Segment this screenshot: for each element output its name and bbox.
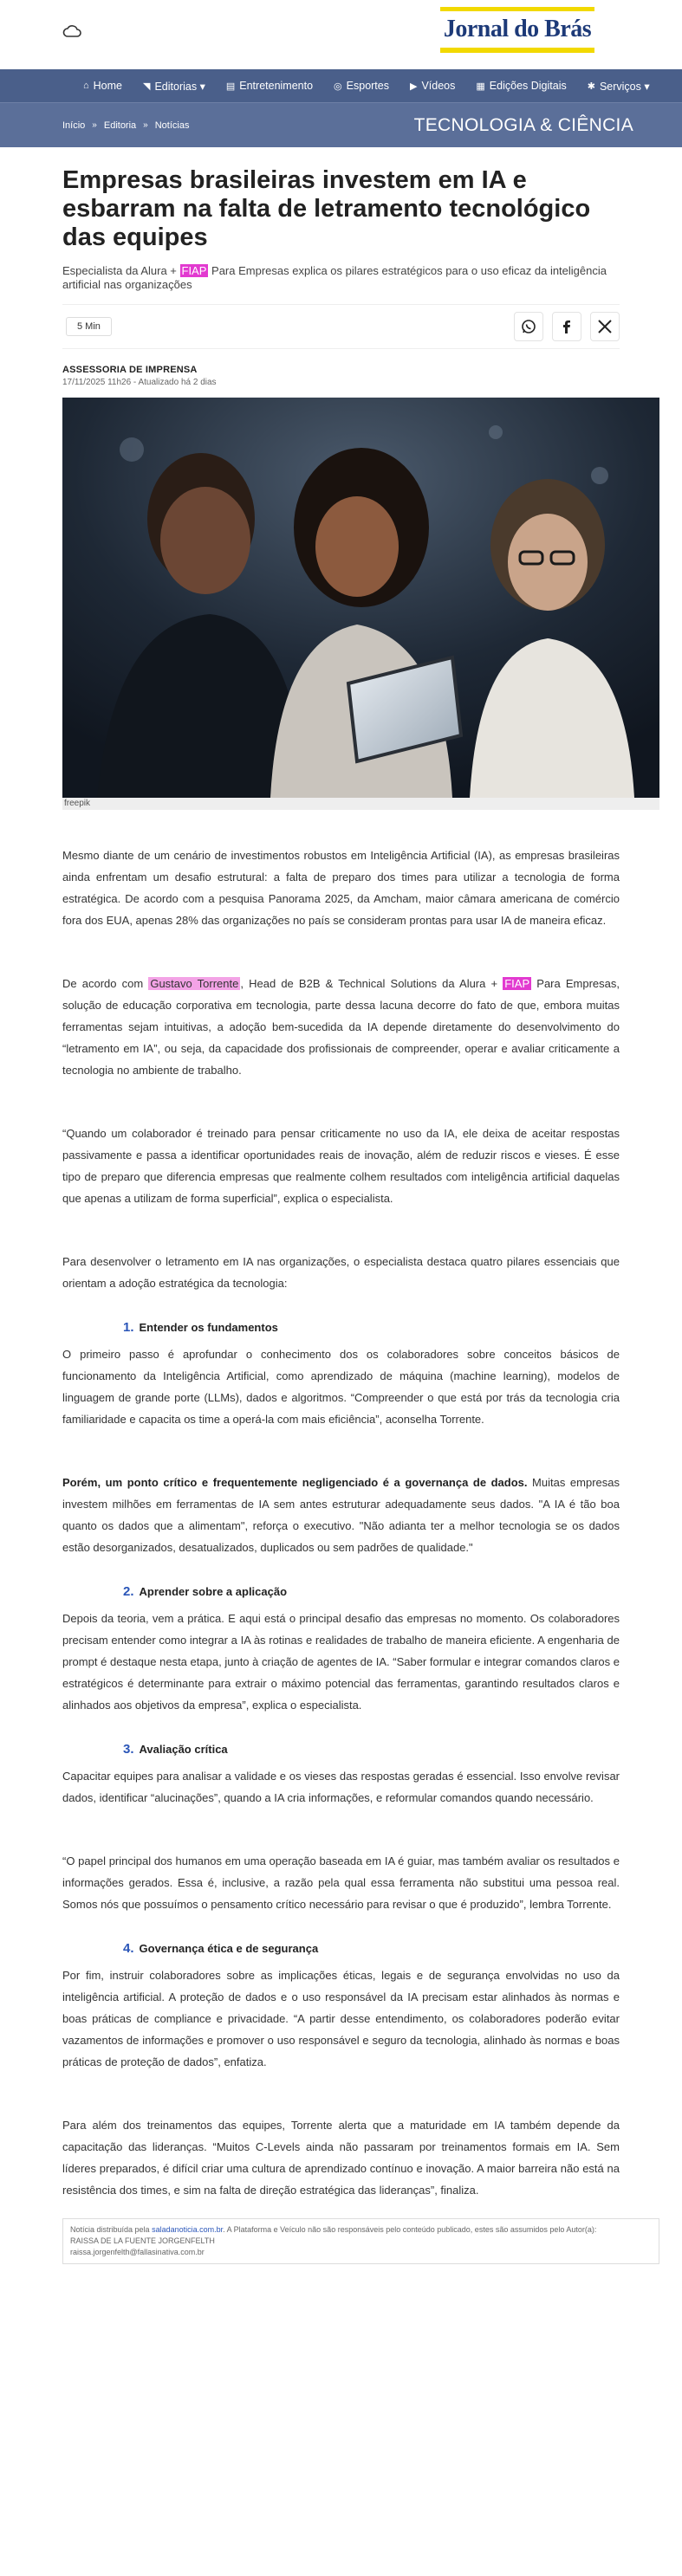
nav-esportes[interactable] bbox=[323, 80, 399, 92]
article-paragraph: “Quando um colaborador é treinado para pensar criticamente no uso da IA, ele deixa de aceitar respostas passivamente e passa a identificar oportunidades reais de inovação, além de reduzir riscos e vieses. É esse tipo de preparo que diferencia empresas que realmente colhem resultados com inteligência artificial daquelas que apenas a utilizam de forma superficial”, explica o especialista. bbox=[62, 1127, 620, 1205]
source-link[interactable]: saladanoticia.com.br bbox=[152, 2225, 224, 2234]
pillar-number: 2. bbox=[123, 1584, 134, 1599]
facebook-share-button[interactable] bbox=[552, 312, 581, 341]
bold-lead: Porém, um ponto crítico e frequentemente negligenciado é a governança de dados. bbox=[62, 1476, 528, 1489]
play-icon: ▶ bbox=[410, 81, 418, 92]
note-line bbox=[70, 2224, 652, 2236]
article-paragraph: Capacitar equipes para analisar a validade e os vieses das respostas geradas é essencial. Isso envolve revisar dados, identificar “alucinações”, quando a IA cria informações, e reformular comandos quando necessário. bbox=[62, 1770, 620, 1804]
note-text: . A Plataforma e Veículo não são responsáveis pelo conteúdo publicado, estes são assumidos pelo Autor(a): bbox=[223, 2225, 597, 2234]
article-subtitle bbox=[62, 264, 620, 292]
article-paragraph bbox=[62, 973, 620, 1081]
main-nav bbox=[0, 69, 682, 102]
note-text: Notícia distribuída pela bbox=[70, 2225, 153, 2234]
article-paragraph: O primeiro passo é aprofundar o conhecimento dos os colaboradores sobre conceitos básicos de funcionamento da Inteligência Artificial, como aprendizado de máquina (machine learning), modelos de linguagem de grande porte (LLMs), dados e algoritmos. “Compreender o que está por trás da tecnologia cria familiaridade e capacita os time a operá-la com mais eficiência”, aconselha Torrente. bbox=[62, 1348, 620, 1426]
share-buttons bbox=[514, 312, 620, 341]
nav-servicos[interactable] bbox=[577, 80, 660, 93]
logo-text: Jornal do Brás bbox=[443, 16, 592, 42]
facebook-icon bbox=[559, 319, 575, 334]
article-date: 17/11/2025 11h26 - Atualizado há 2 dias bbox=[62, 378, 217, 387]
article-paragraph: Depois da teoria, vem a prática. E aqui está o principal desafio das empresas no momento. Os colaboradores precisam entender como integrar a IA às rotinas e realidades de trabalho de maneira eficiente. A engenharia de prompt é destaque nesta etapa, junto à criação de agentes de IA. “Saber formular e integrar comandos claros e estratégicos é determinante para extrair o máximo potencial das ferramentas, garantindo resultados claros e alinhados aos objetivos da empresa”, explica o especialista. bbox=[62, 1612, 620, 1712]
photo-caption: freepik bbox=[62, 798, 659, 810]
book-icon: ▦ bbox=[476, 81, 485, 92]
subtitle-text: Especialista da Alura + bbox=[62, 264, 180, 277]
chevron-right-icon: » bbox=[92, 120, 97, 130]
article-paragraph bbox=[62, 1472, 620, 1558]
breadcrumb-inicio[interactable]: Início bbox=[62, 120, 86, 131]
x-share-button[interactable] bbox=[590, 312, 620, 341]
photo-illustration bbox=[62, 398, 659, 798]
nav-entretenimento[interactable] bbox=[216, 80, 323, 92]
subtitle-highlight: FIAP bbox=[181, 264, 207, 277]
ball-icon: ◎ bbox=[334, 81, 342, 92]
newspaper-icon: ▤ bbox=[225, 81, 236, 92]
pillar-title: Avaliação crítica bbox=[139, 1743, 228, 1756]
rss-icon: ◥ bbox=[143, 81, 151, 92]
paragraph-text: , Head de B2B & Technical Solutions da Alura + bbox=[240, 977, 503, 990]
nav-label: Vídeos bbox=[421, 80, 456, 92]
article-paragraph: Para desenvolver o letramento em IA nas organizações, o especialista destaca quatro pilares essenciais que orientam a adoção estratégica da tecnologia: bbox=[62, 1255, 620, 1290]
pillar-number: 4. bbox=[123, 1941, 134, 1956]
pillar-number: 3. bbox=[123, 1742, 134, 1757]
site-logo[interactable] bbox=[440, 7, 594, 61]
nav-label: Editorias ▾ bbox=[154, 80, 205, 93]
gear-icon: ✱ bbox=[587, 81, 595, 92]
article-paragraph: Por fim, instruir colaboradores sobre as implicações éticas, legais e de segurança envolvidas no uso da inteligência artificial. A proteção de dados e o uso responsável da IA precisam estar alinhados às normas e boas práticas de compliance e privacidade. “A partir desse entendimento, os colaboradores poderão evitar vazamentos de informações e promover o uso responsável e seguro da tecnologia, alinhado às normas e boas práticas de proteção de dados”, enfatiza. bbox=[62, 1969, 620, 2068]
nav-edicoes-digitais[interactable] bbox=[465, 80, 576, 92]
nav-label: Esportes bbox=[346, 80, 389, 92]
article-author: ASSESSORIA DE IMPRENSA bbox=[62, 365, 198, 375]
pillar-heading bbox=[123, 1941, 620, 1956]
nav-label: Serviços ▾ bbox=[599, 80, 650, 93]
nav-label: Entretenimento bbox=[239, 80, 314, 92]
pillar-heading bbox=[123, 1742, 620, 1757]
pillar-number: 1. bbox=[123, 1320, 134, 1335]
note-email: raissa.jorgenfelth@fallasinativa.com.br bbox=[70, 2248, 205, 2256]
brand-highlight: FIAP bbox=[504, 977, 530, 990]
cloud-icon bbox=[62, 24, 81, 38]
note-author: RAISSA DE LA FUENTE JORGENFELTH bbox=[70, 2236, 215, 2245]
distribution-note bbox=[62, 2218, 659, 2264]
section-title: TECNOLOGIA & CIÊNCIA bbox=[413, 114, 633, 135]
article-photo bbox=[62, 398, 659, 798]
pillar-heading bbox=[123, 1320, 620, 1335]
nav-videos[interactable] bbox=[399, 80, 465, 92]
whatsapp-icon bbox=[521, 319, 536, 334]
chevron-right-icon: » bbox=[143, 120, 148, 130]
subtitle-text: Para Empresas explica os pilares estratégicos para o uso eficaz da inteligência artificial nas organizações bbox=[62, 264, 607, 291]
breadcrumb-noticias[interactable]: Notícias bbox=[154, 120, 190, 131]
article-toolbar bbox=[62, 304, 620, 349]
pillar-title: Aprender sobre a aplicação bbox=[139, 1585, 288, 1598]
top-header bbox=[0, 0, 682, 69]
nav-label: Home bbox=[93, 80, 122, 92]
article-title: Empresas brasileiras investem em IA e esbarram na falta de letramento tecnológico das equipes bbox=[62, 166, 591, 251]
article-paragraph: Para além dos treinamentos das equipes, Torrente alerta que a maturidade em IA também depende da capacitação das lideranças. “Muitos C-Levels ainda não passaram por treinamentos formais em IA. Sem líderes preparados, é difícil criar uma cultura de aprendizado contínuo e inovação. A maior barreira não está na resistência dos times, e sim na falta de direção estratégica das lideranças”, finaliza. bbox=[62, 2119, 620, 2197]
pillar-heading bbox=[123, 1584, 620, 1599]
pillar-title: Governança ética e de segurança bbox=[139, 1942, 319, 1955]
breadcrumb bbox=[62, 120, 189, 131]
pillar-title: Entender os fundamentos bbox=[139, 1321, 278, 1334]
read-time-badge: 5 Min bbox=[66, 317, 112, 336]
paragraph-text: Para Empresas, solução de educação corporativa em tecnologia, parte dessa lacuna decorre do fato de que, embora muitas ferramentas sejam intuitivas, a adoção bem-sucedida da IA depende diretamente do desenvolvimento do “letramento em IA”, ou seja, da capacidade dos profissionais de compreender, operar e avaliar criticamente a tecnologia no ambiente de trabalho. bbox=[62, 977, 620, 1077]
x-icon bbox=[597, 319, 613, 334]
logo-bar-bottom bbox=[440, 48, 594, 53]
paragraph-text: De acordo com bbox=[62, 977, 149, 990]
nav-editorias[interactable] bbox=[133, 80, 216, 93]
whatsapp-share-button[interactable] bbox=[514, 312, 543, 341]
article-paragraph: Mesmo diante de um cenário de investimentos robustos em Inteligência Artificial (IA), as empresas brasileiras ainda enfrentam um desafio estrutural: a falta de preparo dos times para utilizar a tecnologia de forma estratégica. De acordo com a pesquisa Panorama 2025, da Amcham, maior câmara americana de comércio fora dos EUA, apenas 28% das organizações no país se consideram prontas para usar IA de maneira eficaz. bbox=[62, 849, 620, 927]
nav-label: Edições Digitais bbox=[489, 80, 567, 92]
paragraph-text: Muitas empresas investem milhões em ferramentas de IA sem antes estruturar adequadamente seus dados. "A IA é tão boa quanto os dados que a alimentam", reforça o executivo. "Não adianta ter a melhor tecnologia se os dados estão desorganizados, desatualizados, duplicados ou sem padrões de qualidade." bbox=[62, 1476, 620, 1554]
article-body bbox=[62, 845, 620, 2201]
section-bar bbox=[0, 102, 682, 147]
article-paragraph: “O papel principal dos humanos em uma operação baseada em IA é guiar, mas também avaliar os resultados e informações gerados. Essa é, inclusive, a razão pela qual essa ferramenta não substitui uma pessoa real. Somos nós que possuímos o pensamento crítico necessário para revisar o que é produzido”, lembra Torrente. bbox=[62, 1854, 620, 1911]
article-container bbox=[0, 166, 682, 2264]
person-name-highlight: Gustavo Torrente bbox=[150, 977, 239, 990]
nav-home[interactable] bbox=[73, 80, 133, 92]
breadcrumb-editoria[interactable]: Editoria bbox=[103, 120, 137, 131]
home-icon: ⌂ bbox=[83, 81, 89, 91]
